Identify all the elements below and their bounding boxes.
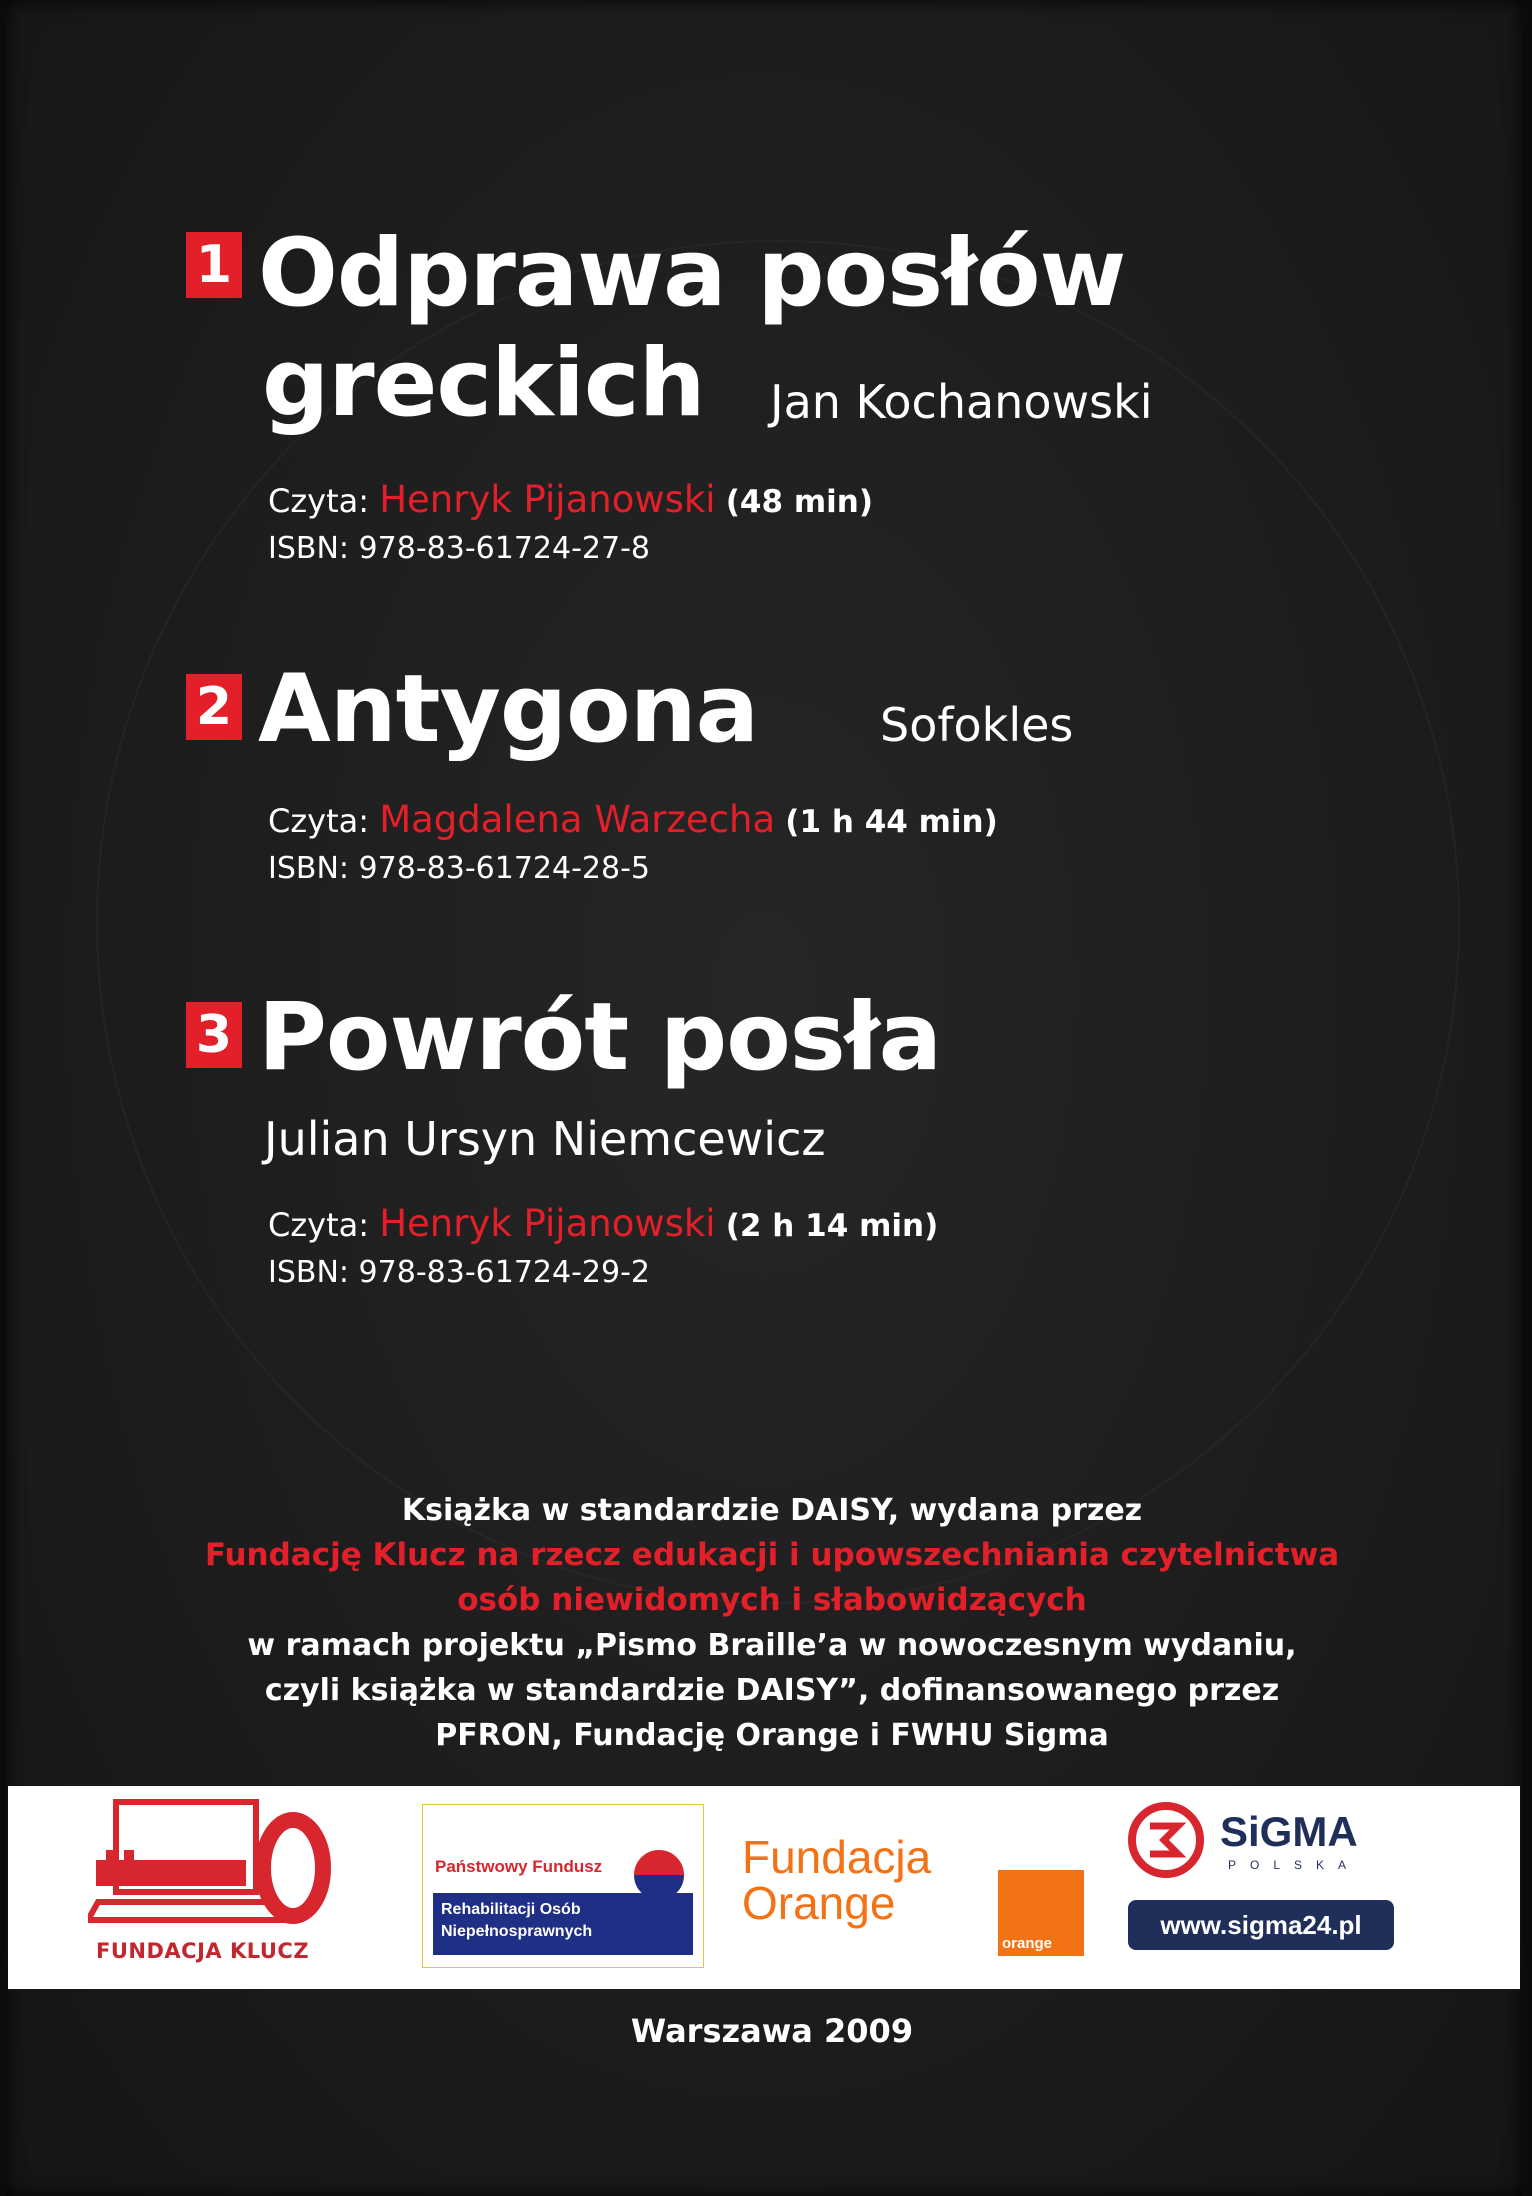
item-3-isbn: ISBN: 978-83-61724-29-2	[268, 1255, 650, 1290]
reader-name: Magdalena Warzecha	[379, 798, 776, 841]
item-2-author: Sofokles	[880, 698, 1074, 752]
reader-name: Henryk Pijanowski	[379, 478, 716, 521]
sigma-emblem-icon	[1126, 1800, 1206, 1880]
disc-shadow-ring	[96, 240, 1460, 1604]
info-line-6: PFRON, Fundację Orange i FWHU Sigma	[435, 1718, 1109, 1753]
publisher-info	[6, 1488, 1532, 1758]
sigma-url: www.sigma24.pl	[1160, 1910, 1362, 1940]
item-1-reader-line	[268, 478, 873, 521]
item-2-number-badge: 2	[186, 674, 242, 740]
fundacja-klucz-logo	[88, 1798, 348, 1968]
item-2-title: Antygona	[258, 655, 759, 764]
orange-square-logo	[998, 1870, 1084, 1956]
sigma-name: SiGMA	[1220, 1808, 1358, 1855]
item-1-title-line2: greckich	[262, 329, 705, 438]
pfron-logo	[422, 1804, 704, 1968]
sponsor-logos-strip	[8, 1786, 1520, 1989]
item-1-isbn: ISBN: 978-83-61724-27-8	[268, 531, 650, 566]
fundacja-orange-logo	[742, 1831, 962, 1954]
pfron-line3: Niepełnosprawnych	[441, 1923, 593, 1940]
duration: (48 min)	[725, 484, 874, 520]
laptop-key-icon	[88, 1798, 348, 1928]
pfron-line1: Państwowy Fundusz	[435, 1857, 603, 1876]
sigma-url-box	[1128, 1900, 1394, 1950]
item-2-isbn: ISBN: 978-83-61724-28-5	[268, 851, 650, 886]
sigma-logo	[1126, 1800, 1406, 1972]
item-3-reader-line	[268, 1202, 938, 1245]
item-2-reader-line	[268, 798, 998, 841]
info-line-4: w ramach projektu „Pismo Braille’a w nowoczesnym wydaniu,	[247, 1628, 1297, 1663]
duration: (2 h 14 min)	[725, 1208, 939, 1244]
reader-name: Henryk Pijanowski	[379, 1202, 716, 1245]
info-line-1: Książka w standardzie DAISY, wydana przez	[401, 1493, 1143, 1528]
duration: (1 h 44 min)	[785, 804, 998, 840]
item-1-number-badge: 1	[186, 232, 242, 298]
orange-line1: Fundacja	[742, 1831, 932, 1883]
info-line-3-foundation: osób niewidomych i słabowidzących	[457, 1582, 1087, 1618]
orange-square-text: orange	[1002, 1935, 1053, 1952]
pfron-blue-block	[433, 1893, 693, 1955]
item-3-title: Powrót posła	[258, 983, 942, 1092]
sigma-sub: POLSKA	[1228, 1858, 1361, 1872]
orange-line2: Orange	[742, 1877, 896, 1929]
fundacja-klucz-text: FUNDACJA KLUCZ	[96, 1939, 310, 1963]
publication-place-year: Warszawa 2009	[630, 2012, 914, 2050]
item-1-author: Jan Kochanowski	[770, 375, 1153, 429]
item-3-author: Julian Ursyn Niemcewicz	[264, 1112, 826, 1166]
pfron-line2: Rehabilitacji Osób	[441, 1901, 581, 1918]
info-line-5: czyli książka w standardzie DAISY”, dofinansowanego przez	[264, 1673, 1280, 1708]
reader-label: Czyta:	[268, 1206, 370, 1244]
info-line-2-foundation: Fundację Klucz na rzecz edukacji i upowszechniania czytelnictwa	[204, 1537, 1340, 1573]
reader-label: Czyta:	[268, 802, 370, 840]
item-3-number-badge: 3	[186, 1002, 242, 1068]
reader-label: Czyta:	[268, 482, 370, 520]
item-1-title-line1: Odprawa posłów	[258, 219, 1126, 328]
